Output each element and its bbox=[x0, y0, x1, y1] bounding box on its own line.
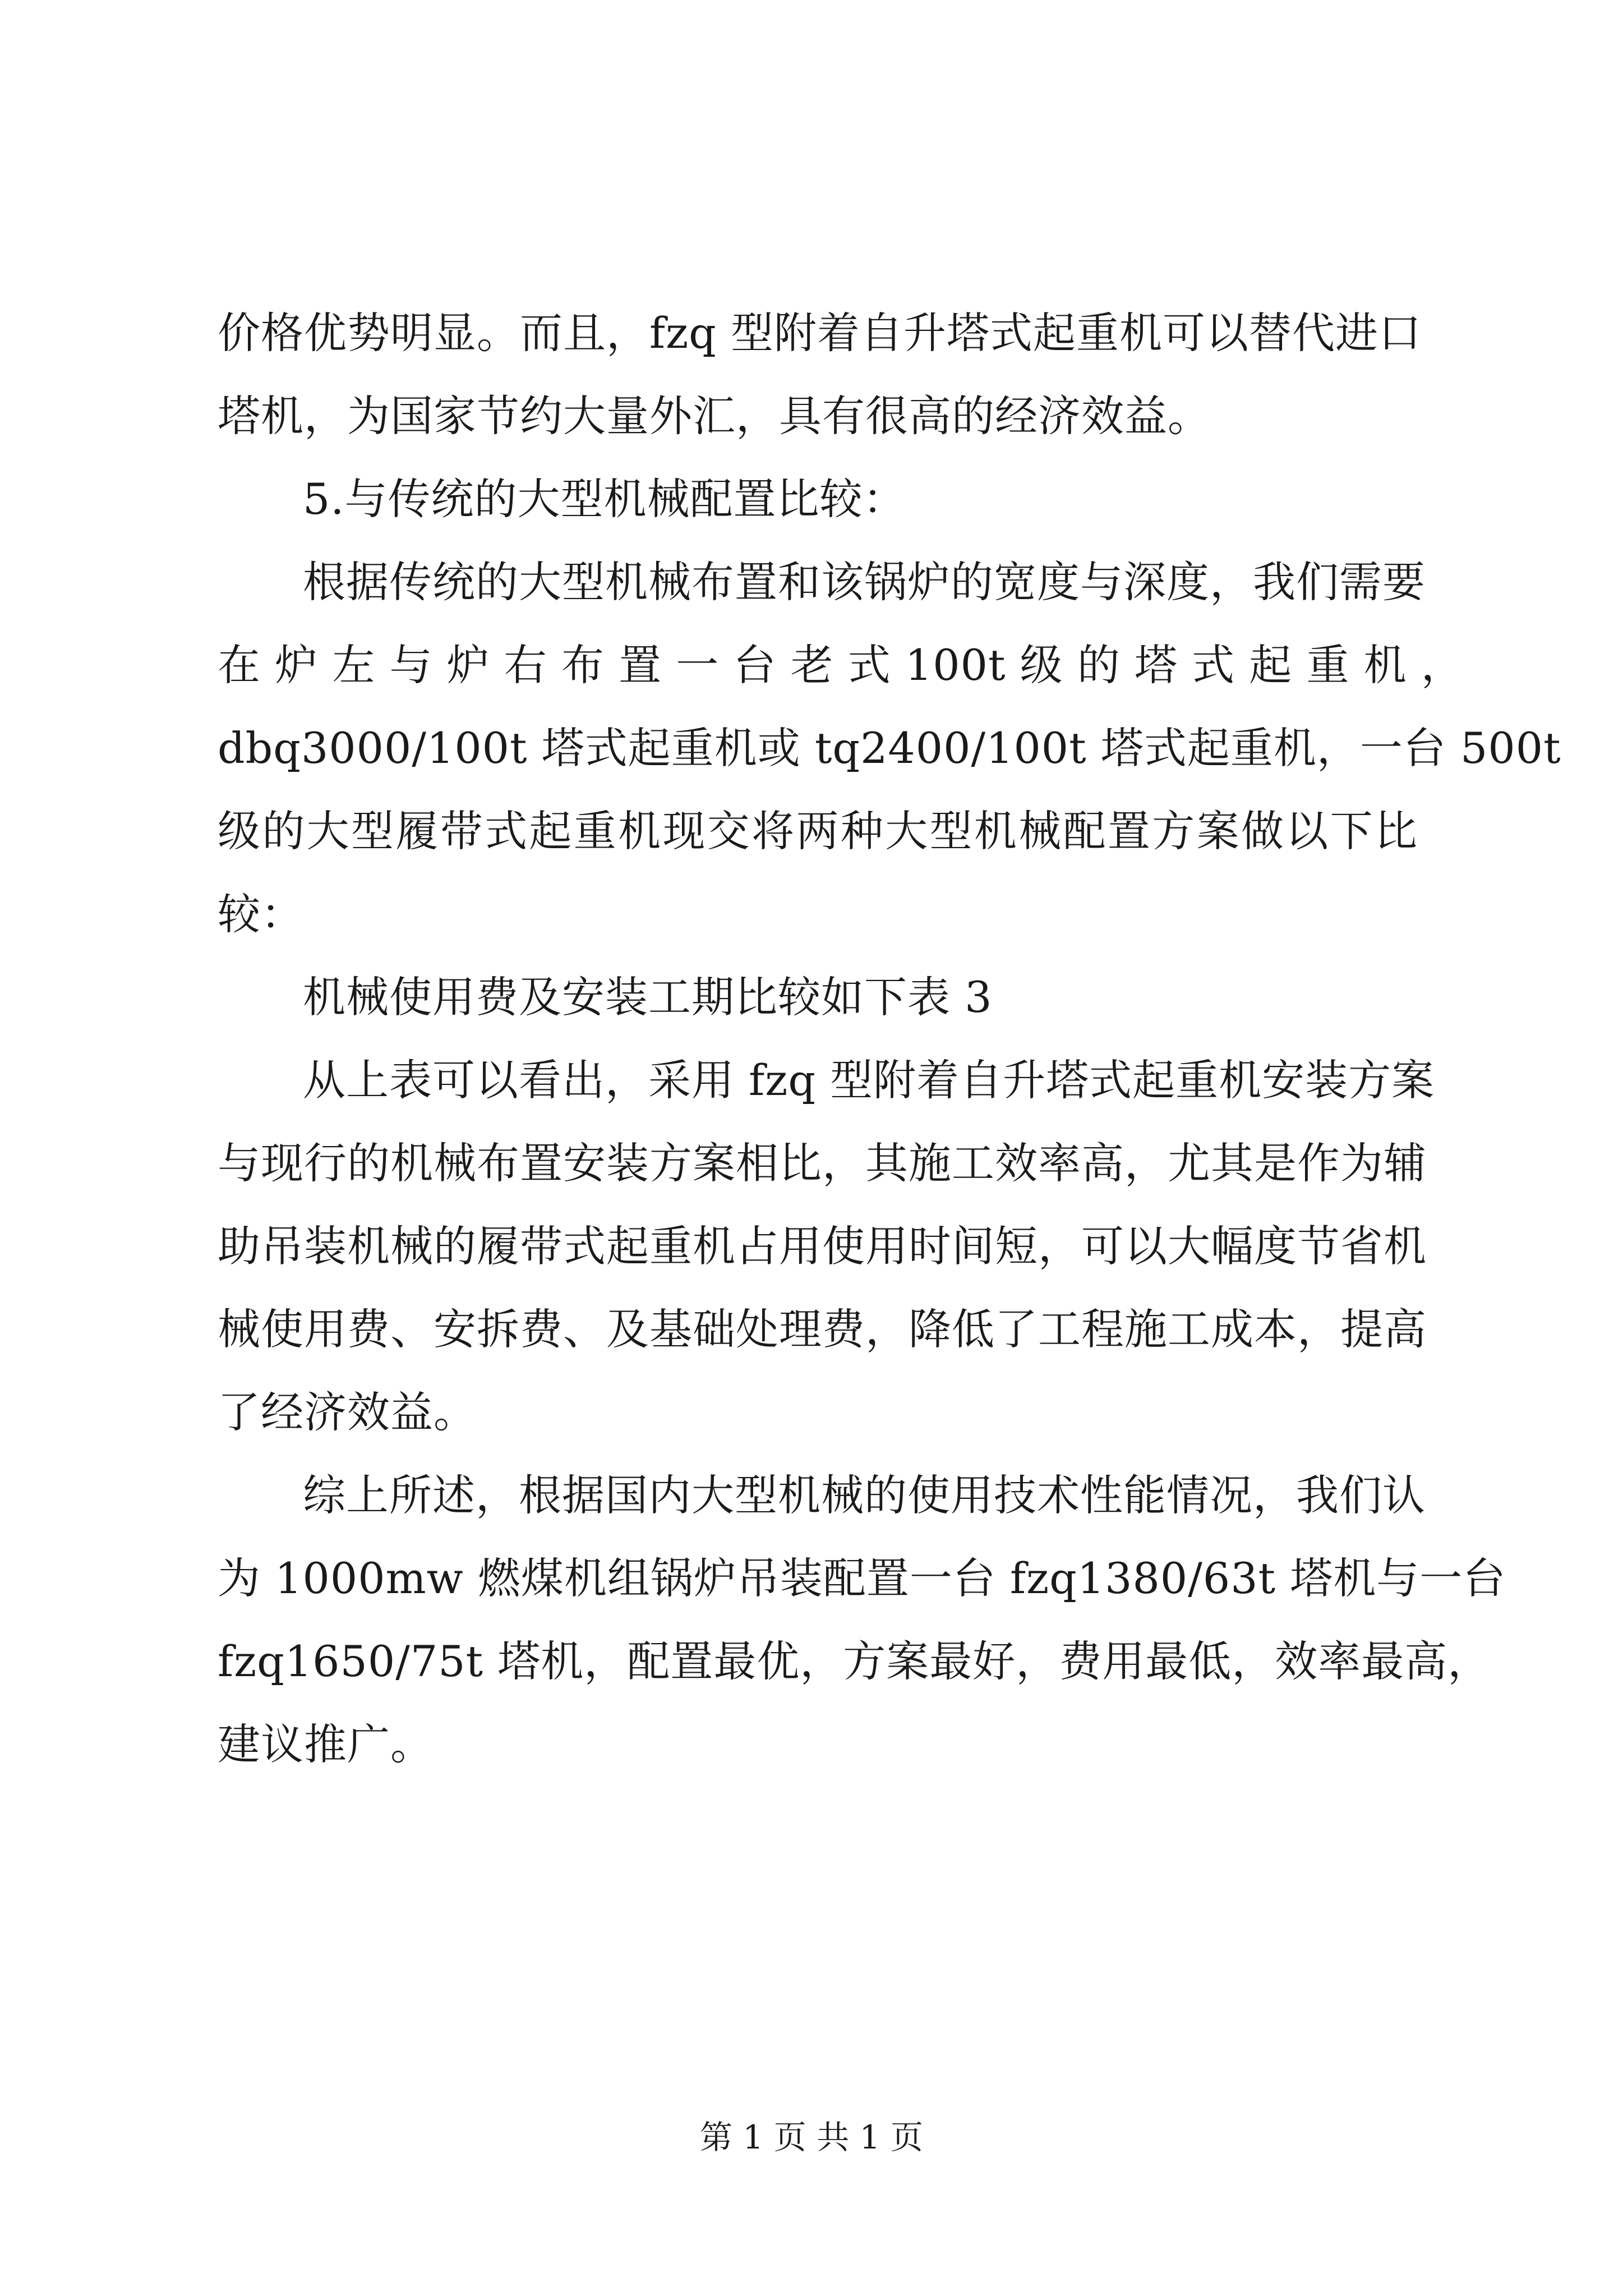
text-line: 根据传统的大型机械布置和该锅炉的宽度与深度，我们需要 bbox=[303, 557, 1426, 607]
text-line: 建议推广。 bbox=[218, 1719, 434, 1769]
text-line: 塔机，为国家节约大量外汇，具有很高的经济效益。 bbox=[218, 391, 1211, 441]
paragraph bbox=[218, 292, 1422, 458]
text-line: 在 炉 左 与 炉 右 布 置 一 台 老 式 100t 级 的 塔 式 起 重 机 ， bbox=[218, 640, 1464, 690]
document-body bbox=[218, 292, 1561, 1786]
section-heading: 5.与传统的大型机械配置比较： bbox=[303, 474, 906, 524]
text-line: 助吊装机械的履带式起重机占用使用时间短，可以大幅度节省机 bbox=[218, 1221, 1427, 1271]
page-number-footer: 第 1 页 共 1 页 bbox=[700, 2118, 923, 2156]
text-line: 较： bbox=[218, 889, 304, 939]
text-line: 综上所述，根据国内大型机械的使用技术性能情况，我们认 bbox=[303, 1470, 1426, 1520]
text-line: 级的大型履带式起重机现交将两种大型机械配置方案做以下比 bbox=[218, 806, 1418, 856]
text-line: 与现行的机械布置安装方案相比，其施工效率高，尤其是作为辅 bbox=[218, 1138, 1427, 1188]
text-line: 价格优势明显。而且，fzq 型附着自升塔式起重机可以替代进口 bbox=[218, 308, 1422, 358]
text-line: fzq1650/75t 塔机，配置最优，方案最好，费用最低，效率最高， bbox=[218, 1636, 1491, 1686]
text-line: dbq3000/100t 塔式起重机或 tq2400/100t 塔式起重机，一台 500t bbox=[218, 723, 1561, 773]
table-reference: 机械使用费及安装工期比较如下表 3 bbox=[303, 972, 993, 1022]
text-line: 了经济效益。 bbox=[218, 1387, 477, 1437]
paragraph bbox=[218, 1039, 1435, 1454]
paragraph bbox=[218, 541, 1561, 956]
text-line: 为 1000mw 燃煤机组锅炉吊装配置一台 fzq1380/63t 塔机与一台 bbox=[218, 1553, 1506, 1603]
paragraph bbox=[218, 1454, 1506, 1786]
text-line: 械使用费、安拆费、及基础处理费，降低了工程施工成本，提高 bbox=[218, 1304, 1427, 1354]
text-line: 从上表可以看出，采用 fzq 型附着自升塔式起重机安装方案 bbox=[303, 1055, 1435, 1105]
